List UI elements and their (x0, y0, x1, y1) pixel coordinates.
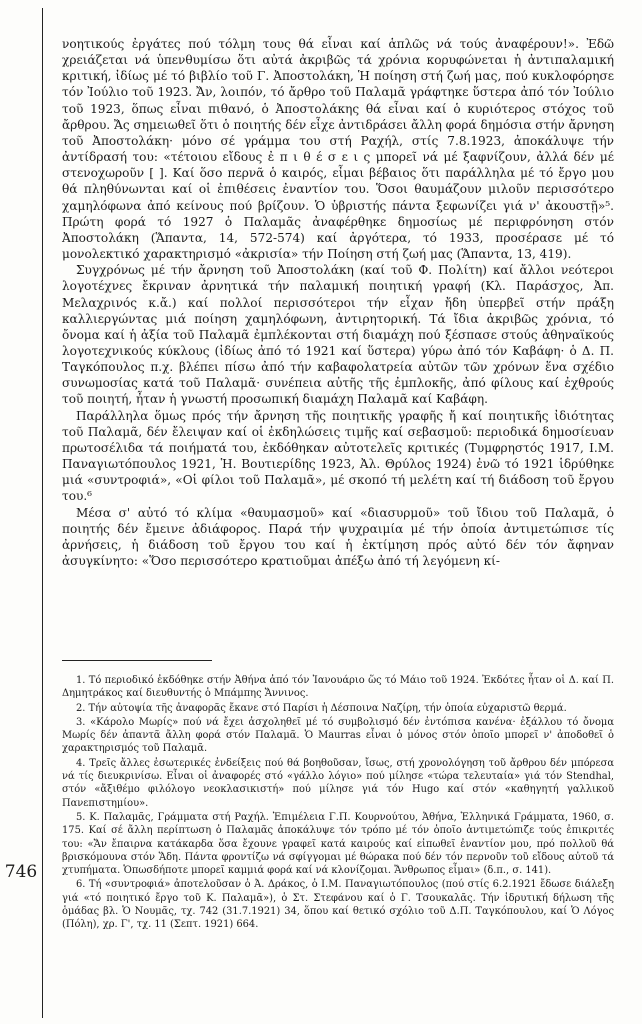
margin-rule (42, 8, 43, 1018)
footnote-5: 5. Κ. Παλαμᾶς, Γράμματα στή Ραχήλ. Ἐπιμέλεια Γ.Π. Κουρνούτου, Ἀθήνα, Ἑλληνικά Γράμματα, 1960, σ. 175. Καί σέ ἄλλη περίπτωση ὁ Παλαμᾶς ἀποκάλυψε τόν τρόπο μέ τόν ὁποῖο ἀντιμετώπιζε τούς ἐπικριτές του: «Ἄν ἔπαιρνα κατάκαρδα ὅσα ἔχουνε γραφεῖ κατά καιρούς καί εἰπωθεῖ ἐναντίον μου, πρό πολλοῦ θά βρισκόμουνα στόν Ἅδη. Πάντα φροντίζω νά σφίγγομαι μέ θώρακα πού δέν τόν περνοῦν τοῦ εἴδους αὐτοῦ τά χτυπήματα. Ὁπωσδήποτε μπορεῖ καμμιά φορά καί νά κλονίζομαι. Ἄνθρωπος εἶμαι» (δ.π., σ. 141). (62, 811, 614, 877)
page-number: 746 (4, 862, 38, 882)
paragraph-1: νοητικούς ἐργάτες πού τόλμη τους θά εἶναι καί ἁπλῶς νά τούς ἀναφέρουν!». Ἐδῶ χρειάζεται νά ὑπενθυμίσω ὅτι αὐτά ἀκριβῶς τά χρόνια κορυφώνεται ἡ ἀντιπαλαμική κριτική, ἰδίως μέ τό βιβλίο τοῦ Γ. Ἀποστολάκη, Ἡ ποίηση στή ζωή μας, πού κυκλοφόρησε τόν Ἰούλιο τοῦ 1923. Ἄν, λοιπόν, τό ἄρθρο τοῦ Παλαμᾶ γράφτηκε ὕστερα ἀπό τόν Ἰούλιο τοῦ 1923, ὅπως εἶναι πιθανό, ὁ Ἀποστολάκης θά εἶναι καί ὁ κυριότερος στόχος τοῦ ἄρθρου. Ἄς σημειωθεῖ ὅτι ὁ ποιητής δέν εἶχε ἀντιδράσει ἄλλη φορά δημόσια στήν ἄρνηση τοῦ Ἀποστολάκη· μόνο σέ γράμμα του στή Ραχήλ, στίς 7.8.1923, ἀποκάλυψε τήν ἀντίδρασή του: «τέτοιου εἴδους ἐ π ι θ έ σ ε ι ς μπορεῖ νά μέ ξαφνίζουν, ἀλλά δέν μέ στενοχωροῦν [ ]. Καί ὅσο περνᾶ ὁ καιρός, εἶμαι βέβαιος ὅτι παράλληλα μέ τό ἔργο μου θά πληθύνωνται καί οἱ ἐπιθέσεις ἐναντίον του. Ὅσοι θαυμάζουν μιλοῦν περισσότερο χαμηλόφωνα ἀπό κείνους πού βρίζουν. Ὁ ὑβριστής πάντα ξεφωνίζει γιά ν' ἀκουστῇ»⁵. Πρώτη φορά τό 1927 ὁ Παλαμᾶς ἀναφέρθηκε δημοσίως μέ περιφρόνηση στόν Ἀποστολάκη (Ἅπαντα, 14, 572-574) καί ἀργότερα, τό 1933, προσέρασε μέ τό μονολεκτικό χαρακτηρισμό «ἀκρισία» τήν Ποίηση στή ζωή μας (Ἅπαντα, 13, 419). (62, 37, 614, 262)
footnote-2: 2. Τήν αὐτοψία τῆς ἀναφορᾶς ἔκανε στό Παρίσι ἡ Δέσποινα Ναζίρη, τήν ὁποία εὐχαριστῶ θερμά. (76, 702, 567, 714)
paragraph-4: Μέσα σ' αὐτό τό κλίμα «θαυμασμοῦ» καί «διασυρμοῦ» τοῦ ἴδιου τοῦ Παλαμᾶ, ὁ ποιητής δέν ἔμεινε ἀδιάφορος. Παρά τήν ψυχραιμία μέ τήν ὁποία ἀντιμετώπισε τίς ἀρνήσεις, ἡ διάδοση τοῦ ἔργου του καί ἡ ἐκτίμηση πρός αὐτό δέν τόν ἄφηναν ἀσυγκίνητο: «Ὅσο περισσότερο κρατιοῦμαι ἀπέξω ἀπό τή λεγόμενη κί- (62, 505, 614, 568)
paragraph-3: Παράλληλα ὅμως πρός τήν ἄρνηση τῆς ποιητικῆς γραφῆς ἤ καί ποιητικῆς ἰδιότητας τοῦ Παλαμᾶ, δέν ἔλειψαν καί οἱ ἐκδηλώσεις τιμῆς καί σεβασμοῦ: περιοδικά δημοσίευαν πρωτοσέλιδα τά ποιήματά του, ἐκδόθηκαν αὐτοτελεῖς κριτικές (Τυμφρηστός 1917, Ι.Μ. Παναγιωτόπουλος 1921, Ἡ. Βουτιερίδης 1923, Ἀλ. Θρύλος 1924) ἐνῶ τό 1921 ἱδρύθηκε μιά «συντροφιά», «Οἱ φίλοι τοῦ Παλαμᾶ», μέ σκοπό τή μελέτη καί τή διάδοση τοῦ ἔργου του.⁶ (62, 408, 614, 504)
footnote-4: 4. Τρεῖς ἄλλες ἐσωτερικές ἐνδείξεις πού θά βοηθοῦσαν, ἴσως, στή χρονολόγηση τοῦ ἄρθρου δέν μπόρεσα νά τίς διευκρινίσω. Εἶναι οἱ ἀναφορές στό «γάλλο λόγιο» πού μίλησε «τώρα τελευταία» γιά τόν Stendhal, στόν «ἄξιθέμο φιλόλογο νεοκλασικιστή» πού μίλησε γιά τόν Hugo καί στόν «καθηγητή γαλλικοῦ Πανεπιστημίου». (62, 757, 614, 809)
footnotes (62, 674, 614, 933)
main-text (62, 36, 614, 569)
footnote-divider (62, 660, 212, 661)
footnote-1: 1. Τό περιοδικό ἐκδόθηκε στήν Ἀθήνα ἀπό τόν Ἰανουάριο ὥς τό Μάιο τοῦ 1924. Ἐκδότες ἦταν οἱ Δ. καί Π. Δημητράκος καί διευθυντής ὁ Μπάμπης Ἄννινος. (62, 675, 614, 700)
footnote-6: 6. Τή «συντροφιά» ἀποτελοῦσαν ὁ Ἀ. Δράκος, ὁ Ι.Μ. Παναγιωτόπουλος (πού στίς 6.2.1921 ἔδωσε διάλεξη γιά «τό ποιητικό ἔργο τοῦ Κ. Παλαμᾶ»), ὁ Στ. Στεφάνου καί ὁ Γ. Τσουκαλᾶς. Τήν ἱδρυτική δήλωση τῆς ὁμάδας βλ. Ὁ Νουμᾶς, τχ. 742 (31.7.1921) 34, ὅπου καί θετικό σχόλιο τοῦ Δ.Π. Ταγκόπουλου, καί Ὁ Λόγος (Πόλη), χρ. Γ', τχ. 11 (Σεπτ. 1921) 664. (62, 879, 614, 931)
footnote-3: 3. «Κάρολο Μωρίς» πού νά ἔχει ἀσχοληθεῖ μέ τό συμβολισμό δέν ἐντόπισα κανένα· ἐξάλλου τό ὄνομα Μωρίς δέν ἀπαντᾶ ἄλλη φορά στόν Παλαμᾶ. Ὁ Maurras εἶναι ὁ μόνος στόν ὁποῖο μπορεῖ ν' ἀποδοθεῖ ὁ χαρακτηρισμός τοῦ Παλαμᾶ. (62, 716, 614, 755)
paragraph-2: Συγχρόνως μέ τήν ἄρνηση τοῦ Ἀποστολάκη (καί τοῦ Φ. Πολίτη) καί ἄλλοι νεότεροι λογοτέχνες ἔκριναν ἀρνητικά τήν παλαμική ποιητική γραφή (Κλ. Παράσχος, Ἀπ. Μελαχρινός κ.ἄ.) καί πολλοί περισσότεροι τήν εἶχαν ἤδη ὑπερβεῖ στήν πράξη καλλιεργώντας μιά ποίηση χαμηλόφωνη, ἀντιρητορική. Τά ἴδια ἀκριβῶς χρόνια, τό ὄνομα καί ἡ ἀξία τοῦ Παλαμᾶ ἐμπλέκονται στή διαμάχη πού ξέσπασε στούς ἀθηναϊκούς λογοτεχνικούς κύκλους (ἰδίως ἀπό τό 1921 καί ὕστερα) γύρω ἀπό τόν Καβάφη· ὁ Δ. Π. Ταγκόπουλος π.χ. βλέπει πίσω ἀπό τήν καβαφολατρεία αὐτῶν τῶν χρόνων ἕνα σχέδιο συνωμοσίας κατά τοῦ Παλαμᾶ· συνέπεια αὐτῆς τῆς ἐμπλοκῆς, ἀπό φίλους καί ἐχθρούς τοῦ ποιητή, ἦταν ἡ γνωστή προσωπική διαμάχη Παλαμᾶ καί Καβάφη. (62, 263, 614, 407)
